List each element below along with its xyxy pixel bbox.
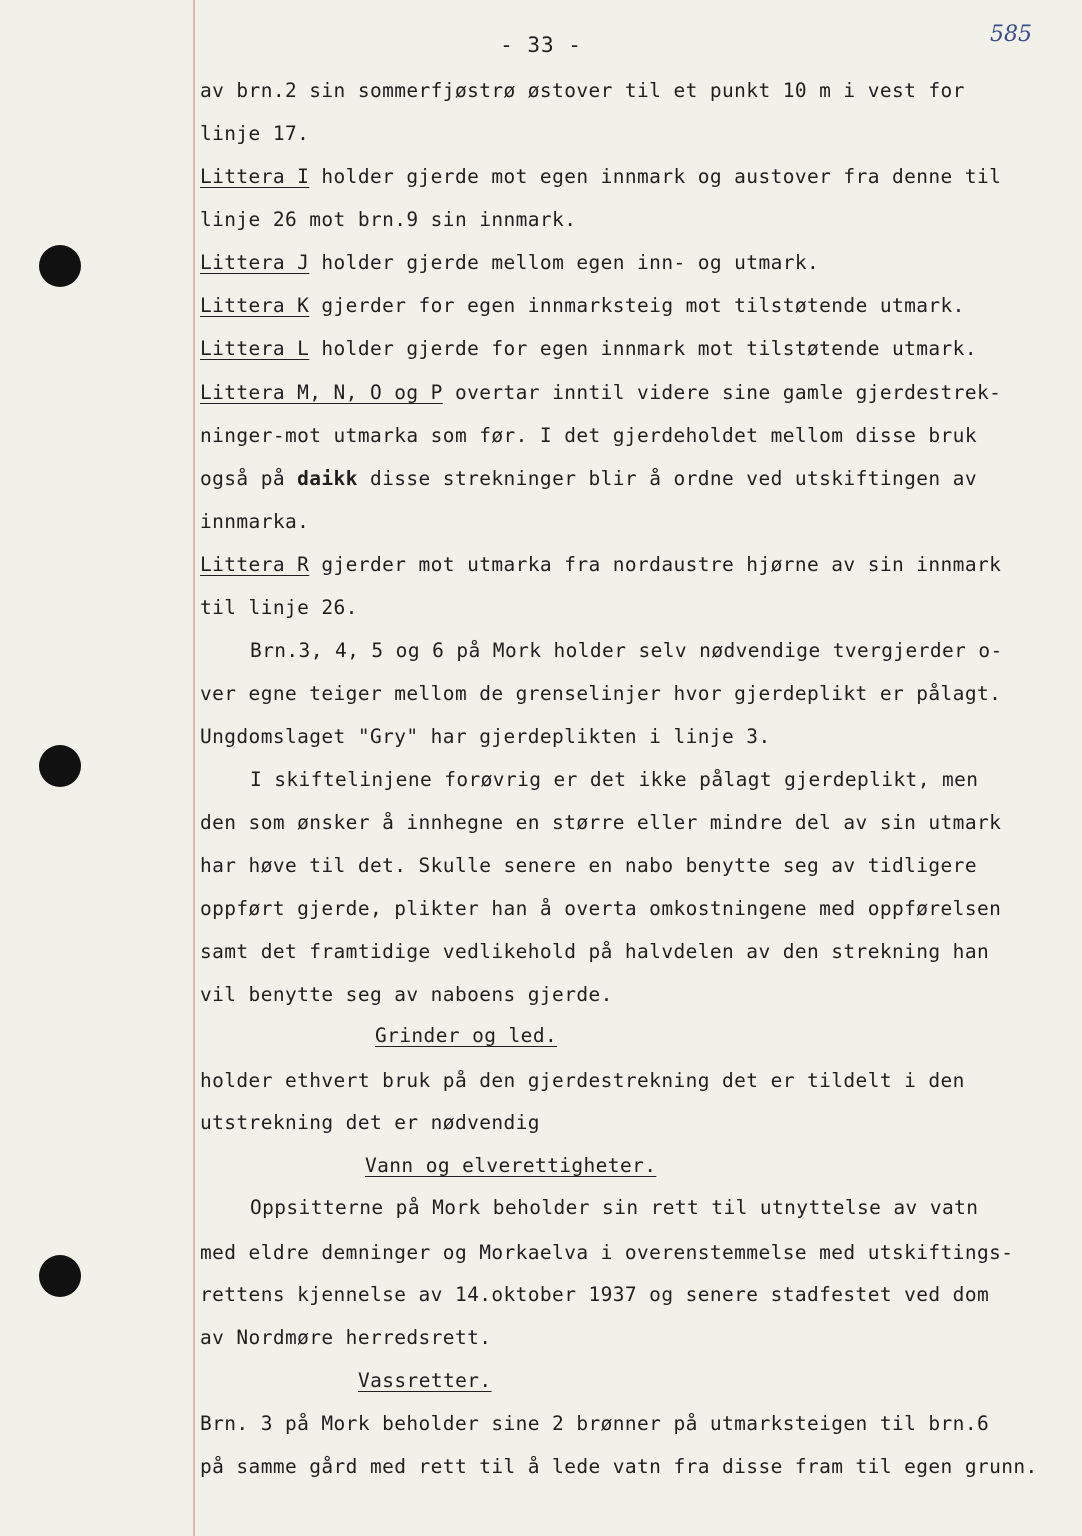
- text-line: med eldre demninger og Morkaelva i overenstemmelse med utskiftings-: [200, 1241, 1014, 1264]
- text-line: linje 17.: [200, 122, 310, 145]
- littera-label: Littera M, N, O og P: [200, 381, 443, 404]
- text-line: av Nordmøre herredsrett.: [200, 1326, 492, 1349]
- margin-rule: [193, 0, 195, 1536]
- text-line: ver egne teiger mellom de grenselinjer hvor gjerdeplikt er pålagt.: [200, 682, 1002, 705]
- section-heading: Vann og elverettigheter.: [365, 1154, 657, 1177]
- text-line: rettens kjennelse av 14.oktober 1937 og senere stadfestet ved dom: [200, 1283, 990, 1306]
- text-line: Oppsitterne på Mork beholder sin rett til utnyttelse av vatn: [250, 1196, 979, 1219]
- text-line: den som ønsker å innhegne en større eller mindre del av sin utmark: [200, 811, 1002, 834]
- section-heading: Grinder og led.: [375, 1024, 558, 1047]
- text-line: vil benytte seg av naboens gjerde.: [200, 983, 613, 1006]
- text-line: Littera I holder gjerde mot egen innmark og austover fra denne til: [200, 165, 1002, 188]
- folio-number: 585: [990, 22, 1032, 47]
- littera-label: Littera I: [200, 165, 310, 188]
- text-line: Littera K gjerder for egen innmarksteig mot tilstøtende utmark.: [200, 294, 965, 317]
- littera-label: Littera R: [200, 553, 310, 576]
- text-line: samt det framtidige vedlikehold på halvdelen av den strekning han: [200, 940, 990, 963]
- page-number: - 33 -: [500, 33, 582, 57]
- littera-label: Littera K: [200, 294, 310, 317]
- littera-label: Littera L: [200, 337, 310, 360]
- text-line: ninger-mot utmarka som før. I det gjerdeholdet mellom disse bruk: [200, 424, 977, 447]
- text-line: også på daikk disse strekninger blir å ordne ved utskiftingen av: [200, 467, 977, 490]
- text-line: Littera R gjerder mot utmarka fra nordaustre hjørne av sin innmark: [200, 553, 1002, 576]
- section-heading: Vassretter.: [358, 1369, 492, 1392]
- text-line: innmarka.: [200, 510, 310, 533]
- text-line: på samme gård med rett til å lede vatn fra disse fram til egen grunn.: [200, 1455, 1038, 1478]
- text-line: har høve til det. Skulle senere en nabo benytte seg av tidligere: [200, 854, 977, 877]
- text-line: Littera M, N, O og P overtar inntil videre sine gamle gjerdestrek-: [200, 381, 1002, 404]
- binder-hole-top: [39, 245, 81, 287]
- text-line: Brn. 3 på Mork beholder sine 2 brønner på utmarksteigen til brn.6: [200, 1412, 990, 1435]
- text-line: I skiftelinjene forøvrig er det ikke pålagt gjerdeplikt, men: [250, 768, 979, 791]
- text-line: linje 26 mot brn.9 sin innmark.: [200, 208, 577, 231]
- text-line: Brn.3, 4, 5 og 6 på Mork holder selv nødvendige tvergjerder o-: [250, 639, 1003, 662]
- binder-hole-middle: [39, 745, 81, 787]
- text-line: oppført gjerde, plikter han å overta omkostningene med oppførelsen: [200, 897, 1002, 920]
- text-line: av brn.2 sin sommerfjøstrø østover til et punkt 10 m i vest for: [200, 79, 965, 102]
- text-line: til linje 26.: [200, 596, 358, 619]
- text-line: Littera J holder gjerde mellom egen inn- og utmark.: [200, 251, 820, 274]
- struck-word: daikk: [297, 467, 358, 490]
- binder-hole-bottom: [39, 1255, 81, 1297]
- littera-label: Littera J: [200, 251, 310, 274]
- text-line: utstrekning det er nødvendig: [200, 1111, 540, 1134]
- text-line: Ungdomslaget "Gry" har gjerdeplikten i linje 3.: [200, 725, 771, 748]
- text-line: Littera L holder gjerde for egen innmark mot tilstøtende utmark.: [200, 337, 977, 360]
- text-line: holder ethvert bruk på den gjerdestrekning det er tildelt i den: [200, 1069, 965, 1092]
